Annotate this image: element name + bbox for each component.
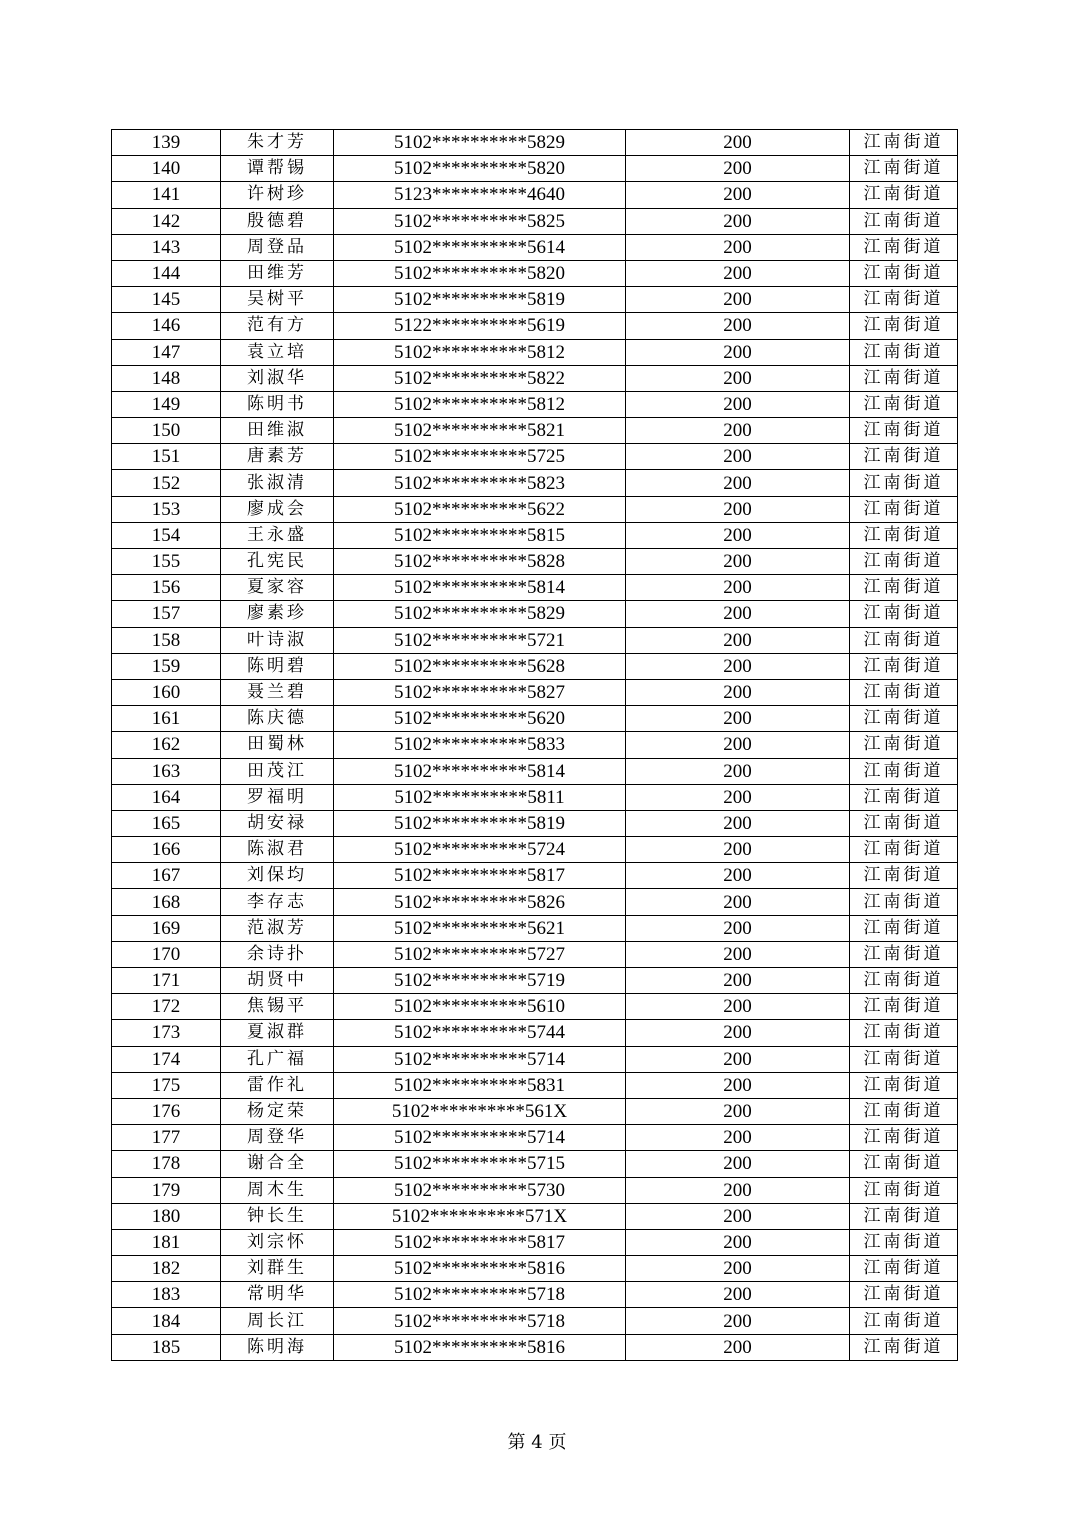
id-number-cell: 5102**********5622 <box>334 496 626 522</box>
street-cell: 江南街道 <box>850 679 958 705</box>
id-number-cell: 5102**********5621 <box>334 915 626 941</box>
table-row <box>112 313 958 339</box>
id-number-cell: 5102**********5816 <box>334 1334 626 1360</box>
id-number-cell: 5102**********5812 <box>334 339 626 365</box>
street-cell: 江南街道 <box>850 470 958 496</box>
name-cell: 夏淑群 <box>221 1020 334 1046</box>
name-cell: 孔广福 <box>221 1046 334 1072</box>
row-number-cell: 144 <box>112 260 221 286</box>
table-row <box>112 706 958 732</box>
amount-cell: 200 <box>626 1229 850 1255</box>
street-cell: 江南街道 <box>850 758 958 784</box>
row-number-cell: 163 <box>112 758 221 784</box>
id-number-cell: 5102**********5715 <box>334 1151 626 1177</box>
amount-cell: 200 <box>626 968 850 994</box>
table-row <box>112 339 958 365</box>
id-number-cell: 5102**********5744 <box>334 1020 626 1046</box>
amount-cell: 200 <box>626 627 850 653</box>
amount-cell: 200 <box>626 287 850 313</box>
amount-cell: 200 <box>626 522 850 548</box>
id-number-cell: 5102**********5718 <box>334 1308 626 1334</box>
amount-cell: 200 <box>626 234 850 260</box>
street-cell: 江南街道 <box>850 339 958 365</box>
amount-cell: 200 <box>626 470 850 496</box>
street-cell: 江南街道 <box>850 1125 958 1151</box>
amount-cell: 200 <box>626 915 850 941</box>
name-cell: 谢合全 <box>221 1151 334 1177</box>
street-cell: 江南街道 <box>850 863 958 889</box>
id-number-cell: 5102**********5815 <box>334 522 626 548</box>
id-number-cell: 5102**********5822 <box>334 365 626 391</box>
street-cell: 江南街道 <box>850 444 958 470</box>
id-number-cell: 5102**********5823 <box>334 470 626 496</box>
street-cell: 江南街道 <box>850 496 958 522</box>
table-row <box>112 994 958 1020</box>
row-number-cell: 151 <box>112 444 221 470</box>
table-row <box>112 1308 958 1334</box>
row-number-cell: 181 <box>112 1229 221 1255</box>
amount-cell: 200 <box>626 601 850 627</box>
row-number-cell: 155 <box>112 549 221 575</box>
name-cell: 谭帮锡 <box>221 156 334 182</box>
amount-cell: 200 <box>626 758 850 784</box>
row-number-cell: 162 <box>112 732 221 758</box>
amount-cell: 200 <box>626 1046 850 1072</box>
street-cell: 江南街道 <box>850 1072 958 1098</box>
street-cell: 江南街道 <box>850 1151 958 1177</box>
row-number-cell: 153 <box>112 496 221 522</box>
amount-cell: 200 <box>626 339 850 365</box>
table-row <box>112 470 958 496</box>
row-number-cell: 179 <box>112 1177 221 1203</box>
name-cell: 雷作礼 <box>221 1072 334 1098</box>
row-number-cell: 152 <box>112 470 221 496</box>
id-number-cell: 5102**********5829 <box>334 601 626 627</box>
table-row <box>112 260 958 286</box>
page-number: 第 4 页 <box>507 1432 567 1453</box>
table-row <box>112 1282 958 1308</box>
street-cell: 江南街道 <box>850 837 958 863</box>
street-cell: 江南街道 <box>850 1177 958 1203</box>
street-cell: 江南街道 <box>850 130 958 156</box>
id-number-cell: 5102**********5727 <box>334 941 626 967</box>
row-number-cell: 177 <box>112 1125 221 1151</box>
name-cell: 田维淑 <box>221 418 334 444</box>
table-row <box>112 1020 958 1046</box>
amount-cell: 200 <box>626 418 850 444</box>
amount-cell: 200 <box>626 575 850 601</box>
amount-cell: 200 <box>626 732 850 758</box>
name-cell: 许树珍 <box>221 182 334 208</box>
amount-cell: 200 <box>626 1098 850 1124</box>
row-number-cell: 142 <box>112 208 221 234</box>
id-number-cell: 5102**********5724 <box>334 837 626 863</box>
row-number-cell: 141 <box>112 182 221 208</box>
table-row <box>112 784 958 810</box>
street-cell: 江南街道 <box>850 1256 958 1282</box>
street-cell: 江南街道 <box>850 1020 958 1046</box>
row-number-cell: 178 <box>112 1151 221 1177</box>
table-body <box>112 130 958 1361</box>
table-row <box>112 1098 958 1124</box>
name-cell: 叶诗淑 <box>221 627 334 653</box>
table-row <box>112 522 958 548</box>
street-cell: 江南街道 <box>850 234 958 260</box>
table-row <box>112 182 958 208</box>
name-cell: 周登品 <box>221 234 334 260</box>
amount-cell: 200 <box>626 889 850 915</box>
id-number-cell: 5122**********5619 <box>334 313 626 339</box>
row-number-cell: 183 <box>112 1282 221 1308</box>
amount-cell: 200 <box>626 130 850 156</box>
name-cell: 钟长生 <box>221 1203 334 1229</box>
name-cell: 田茂江 <box>221 758 334 784</box>
id-number-cell: 5102**********5820 <box>334 260 626 286</box>
id-number-cell: 5102**********5819 <box>334 810 626 836</box>
name-cell: 陈庆德 <box>221 706 334 732</box>
name-cell: 周木生 <box>221 1177 334 1203</box>
row-number-cell: 161 <box>112 706 221 732</box>
amount-cell: 200 <box>626 994 850 1020</box>
name-cell: 杨定荣 <box>221 1098 334 1124</box>
amount-cell: 200 <box>626 1282 850 1308</box>
name-cell: 范淑芳 <box>221 915 334 941</box>
name-cell: 田蜀林 <box>221 732 334 758</box>
amount-cell: 200 <box>626 1334 850 1360</box>
id-number-cell: 5102**********5814 <box>334 758 626 784</box>
name-cell: 胡安禄 <box>221 810 334 836</box>
street-cell: 江南街道 <box>850 601 958 627</box>
amount-cell: 200 <box>626 391 850 417</box>
amount-cell: 200 <box>626 1177 850 1203</box>
street-cell: 江南街道 <box>850 1098 958 1124</box>
row-number-cell: 157 <box>112 601 221 627</box>
name-cell: 朱才芳 <box>221 130 334 156</box>
table-row <box>112 810 958 836</box>
name-cell: 胡贤中 <box>221 968 334 994</box>
id-number-cell: 5102**********5614 <box>334 234 626 260</box>
amount-cell: 200 <box>626 1072 850 1098</box>
row-number-cell: 167 <box>112 863 221 889</box>
name-cell: 陈明海 <box>221 1334 334 1360</box>
row-number-cell: 184 <box>112 1308 221 1334</box>
name-cell: 陈明碧 <box>221 653 334 679</box>
name-cell: 袁立培 <box>221 339 334 365</box>
amount-cell: 200 <box>626 1308 850 1334</box>
row-number-cell: 143 <box>112 234 221 260</box>
name-cell: 廖素珍 <box>221 601 334 627</box>
id-number-cell: 5102**********5829 <box>334 130 626 156</box>
row-number-cell: 176 <box>112 1098 221 1124</box>
name-cell: 廖成会 <box>221 496 334 522</box>
amount-cell: 200 <box>626 1256 850 1282</box>
street-cell: 江南街道 <box>850 994 958 1020</box>
row-number-cell: 145 <box>112 287 221 313</box>
id-number-cell: 5102**********5812 <box>334 391 626 417</box>
table-row <box>112 1125 958 1151</box>
id-number-cell: 5102**********5814 <box>334 575 626 601</box>
row-number-cell: 172 <box>112 994 221 1020</box>
street-cell: 江南街道 <box>850 915 958 941</box>
row-number-cell: 154 <box>112 522 221 548</box>
table-row <box>112 391 958 417</box>
row-number-cell: 182 <box>112 1256 221 1282</box>
table-row <box>112 549 958 575</box>
row-number-cell: 164 <box>112 784 221 810</box>
name-cell: 刘保均 <box>221 863 334 889</box>
amount-cell: 200 <box>626 1125 850 1151</box>
amount-cell: 200 <box>626 496 850 522</box>
id-number-cell: 5102**********571X <box>334 1203 626 1229</box>
table-row <box>112 863 958 889</box>
id-number-cell: 5102**********5828 <box>334 549 626 575</box>
amount-cell: 200 <box>626 863 850 889</box>
name-cell: 李存志 <box>221 889 334 915</box>
row-number-cell: 168 <box>112 889 221 915</box>
street-cell: 江南街道 <box>850 260 958 286</box>
row-number-cell: 139 <box>112 130 221 156</box>
street-cell: 江南街道 <box>850 1229 958 1255</box>
id-number-cell: 5102**********5816 <box>334 1256 626 1282</box>
row-number-cell: 170 <box>112 941 221 967</box>
street-cell: 江南街道 <box>850 1046 958 1072</box>
row-number-cell: 185 <box>112 1334 221 1360</box>
table-row <box>112 653 958 679</box>
id-number-cell: 5102**********5610 <box>334 994 626 1020</box>
amount-cell: 200 <box>626 208 850 234</box>
row-number-cell: 140 <box>112 156 221 182</box>
id-number-cell: 5102**********5725 <box>334 444 626 470</box>
street-cell: 江南街道 <box>850 732 958 758</box>
table-row <box>112 1151 958 1177</box>
row-number-cell: 174 <box>112 1046 221 1072</box>
amount-cell: 200 <box>626 653 850 679</box>
street-cell: 江南街道 <box>850 941 958 967</box>
street-cell: 江南街道 <box>850 810 958 836</box>
table-row <box>112 1046 958 1072</box>
table-row <box>112 287 958 313</box>
table-row <box>112 1072 958 1098</box>
table-row <box>112 837 958 863</box>
amount-cell: 200 <box>626 260 850 286</box>
id-number-cell: 5102**********5714 <box>334 1046 626 1072</box>
row-number-cell: 147 <box>112 339 221 365</box>
table-row <box>112 1334 958 1360</box>
row-number-cell: 158 <box>112 627 221 653</box>
id-number-cell: 5123**********4640 <box>334 182 626 208</box>
id-number-cell: 5102**********5730 <box>334 1177 626 1203</box>
name-cell: 周长江 <box>221 1308 334 1334</box>
street-cell: 江南街道 <box>850 182 958 208</box>
amount-cell: 200 <box>626 1203 850 1229</box>
id-number-cell: 5102**********5811 <box>334 784 626 810</box>
amount-cell: 200 <box>626 182 850 208</box>
table-row <box>112 1203 958 1229</box>
amount-cell: 200 <box>626 313 850 339</box>
name-cell: 周登华 <box>221 1125 334 1151</box>
table-row <box>112 234 958 260</box>
street-cell: 江南街道 <box>850 653 958 679</box>
table-row <box>112 758 958 784</box>
street-cell: 江南街道 <box>850 418 958 444</box>
row-number-cell: 166 <box>112 837 221 863</box>
amount-cell: 200 <box>626 365 850 391</box>
table-row <box>112 679 958 705</box>
name-cell: 唐素芳 <box>221 444 334 470</box>
id-number-cell: 5102**********5620 <box>334 706 626 732</box>
row-number-cell: 150 <box>112 418 221 444</box>
row-number-cell: 159 <box>112 653 221 679</box>
row-number-cell: 169 <box>112 915 221 941</box>
id-number-cell: 5102**********5718 <box>334 1282 626 1308</box>
street-cell: 江南街道 <box>850 156 958 182</box>
table-row <box>112 601 958 627</box>
amount-cell: 200 <box>626 444 850 470</box>
table-row <box>112 627 958 653</box>
row-number-cell: 156 <box>112 575 221 601</box>
amount-cell: 200 <box>626 549 850 575</box>
id-number-cell: 5102**********5719 <box>334 968 626 994</box>
name-cell: 孔宪民 <box>221 549 334 575</box>
name-cell: 焦锡平 <box>221 994 334 1020</box>
table-row <box>112 444 958 470</box>
street-cell: 江南街道 <box>850 287 958 313</box>
name-cell: 刘群生 <box>221 1256 334 1282</box>
amount-cell: 200 <box>626 156 850 182</box>
name-cell: 吴树平 <box>221 287 334 313</box>
id-number-cell: 5102**********5628 <box>334 653 626 679</box>
street-cell: 江南街道 <box>850 968 958 994</box>
row-number-cell: 165 <box>112 810 221 836</box>
table-row <box>112 968 958 994</box>
name-cell: 常明华 <box>221 1282 334 1308</box>
table-row <box>112 915 958 941</box>
row-number-cell: 171 <box>112 968 221 994</box>
table-row <box>112 365 958 391</box>
table-row <box>112 575 958 601</box>
street-cell: 江南街道 <box>850 1334 958 1360</box>
row-number-cell: 146 <box>112 313 221 339</box>
amount-cell: 200 <box>626 941 850 967</box>
name-cell: 聂兰碧 <box>221 679 334 705</box>
id-number-cell: 5102**********5714 <box>334 1125 626 1151</box>
street-cell: 江南街道 <box>850 1282 958 1308</box>
name-cell: 范有方 <box>221 313 334 339</box>
row-number-cell: 149 <box>112 391 221 417</box>
row-number-cell: 175 <box>112 1072 221 1098</box>
table-row <box>112 156 958 182</box>
row-number-cell: 148 <box>112 365 221 391</box>
name-cell: 陈明书 <box>221 391 334 417</box>
name-cell: 殷德碧 <box>221 208 334 234</box>
name-cell: 余诗扑 <box>221 941 334 967</box>
street-cell: 江南街道 <box>850 313 958 339</box>
id-number-cell: 5102**********5817 <box>334 863 626 889</box>
name-cell: 王永盛 <box>221 522 334 548</box>
recipient-table <box>111 129 958 1361</box>
table-row <box>112 889 958 915</box>
row-number-cell: 180 <box>112 1203 221 1229</box>
table-row <box>112 1229 958 1255</box>
name-cell: 刘淑华 <box>221 365 334 391</box>
street-cell: 江南街道 <box>850 549 958 575</box>
name-cell: 张淑清 <box>221 470 334 496</box>
id-number-cell: 5102**********561X <box>334 1098 626 1124</box>
id-number-cell: 5102**********5821 <box>334 418 626 444</box>
street-cell: 江南街道 <box>850 889 958 915</box>
row-number-cell: 173 <box>112 1020 221 1046</box>
id-number-cell: 5102**********5826 <box>334 889 626 915</box>
id-number-cell: 5102**********5831 <box>334 1072 626 1098</box>
amount-cell: 200 <box>626 837 850 863</box>
street-cell: 江南街道 <box>850 1308 958 1334</box>
name-cell: 夏家容 <box>221 575 334 601</box>
id-number-cell: 5102**********5827 <box>334 679 626 705</box>
table-row <box>112 496 958 522</box>
street-cell: 江南街道 <box>850 1203 958 1229</box>
amount-cell: 200 <box>626 706 850 732</box>
id-number-cell: 5102**********5721 <box>334 627 626 653</box>
table-row <box>112 1177 958 1203</box>
row-number-cell: 160 <box>112 679 221 705</box>
table-row <box>112 732 958 758</box>
amount-cell: 200 <box>626 810 850 836</box>
amount-cell: 200 <box>626 1020 850 1046</box>
table-row <box>112 941 958 967</box>
id-number-cell: 5102**********5820 <box>334 156 626 182</box>
table-row <box>112 1256 958 1282</box>
name-cell: 刘宗怀 <box>221 1229 334 1255</box>
table-row <box>112 208 958 234</box>
name-cell: 陈淑君 <box>221 837 334 863</box>
street-cell: 江南街道 <box>850 365 958 391</box>
street-cell: 江南街道 <box>850 522 958 548</box>
amount-cell: 200 <box>626 784 850 810</box>
street-cell: 江南街道 <box>850 784 958 810</box>
id-number-cell: 5102**********5819 <box>334 287 626 313</box>
street-cell: 江南街道 <box>850 627 958 653</box>
id-number-cell: 5102**********5817 <box>334 1229 626 1255</box>
street-cell: 江南街道 <box>850 391 958 417</box>
table-row <box>112 130 958 156</box>
street-cell: 江南街道 <box>850 575 958 601</box>
street-cell: 江南街道 <box>850 706 958 732</box>
table-row <box>112 418 958 444</box>
id-number-cell: 5102**********5825 <box>334 208 626 234</box>
street-cell: 江南街道 <box>850 208 958 234</box>
amount-cell: 200 <box>626 1151 850 1177</box>
amount-cell: 200 <box>626 679 850 705</box>
name-cell: 罗福明 <box>221 784 334 810</box>
id-number-cell: 5102**********5833 <box>334 732 626 758</box>
name-cell: 田维芳 <box>221 260 334 286</box>
